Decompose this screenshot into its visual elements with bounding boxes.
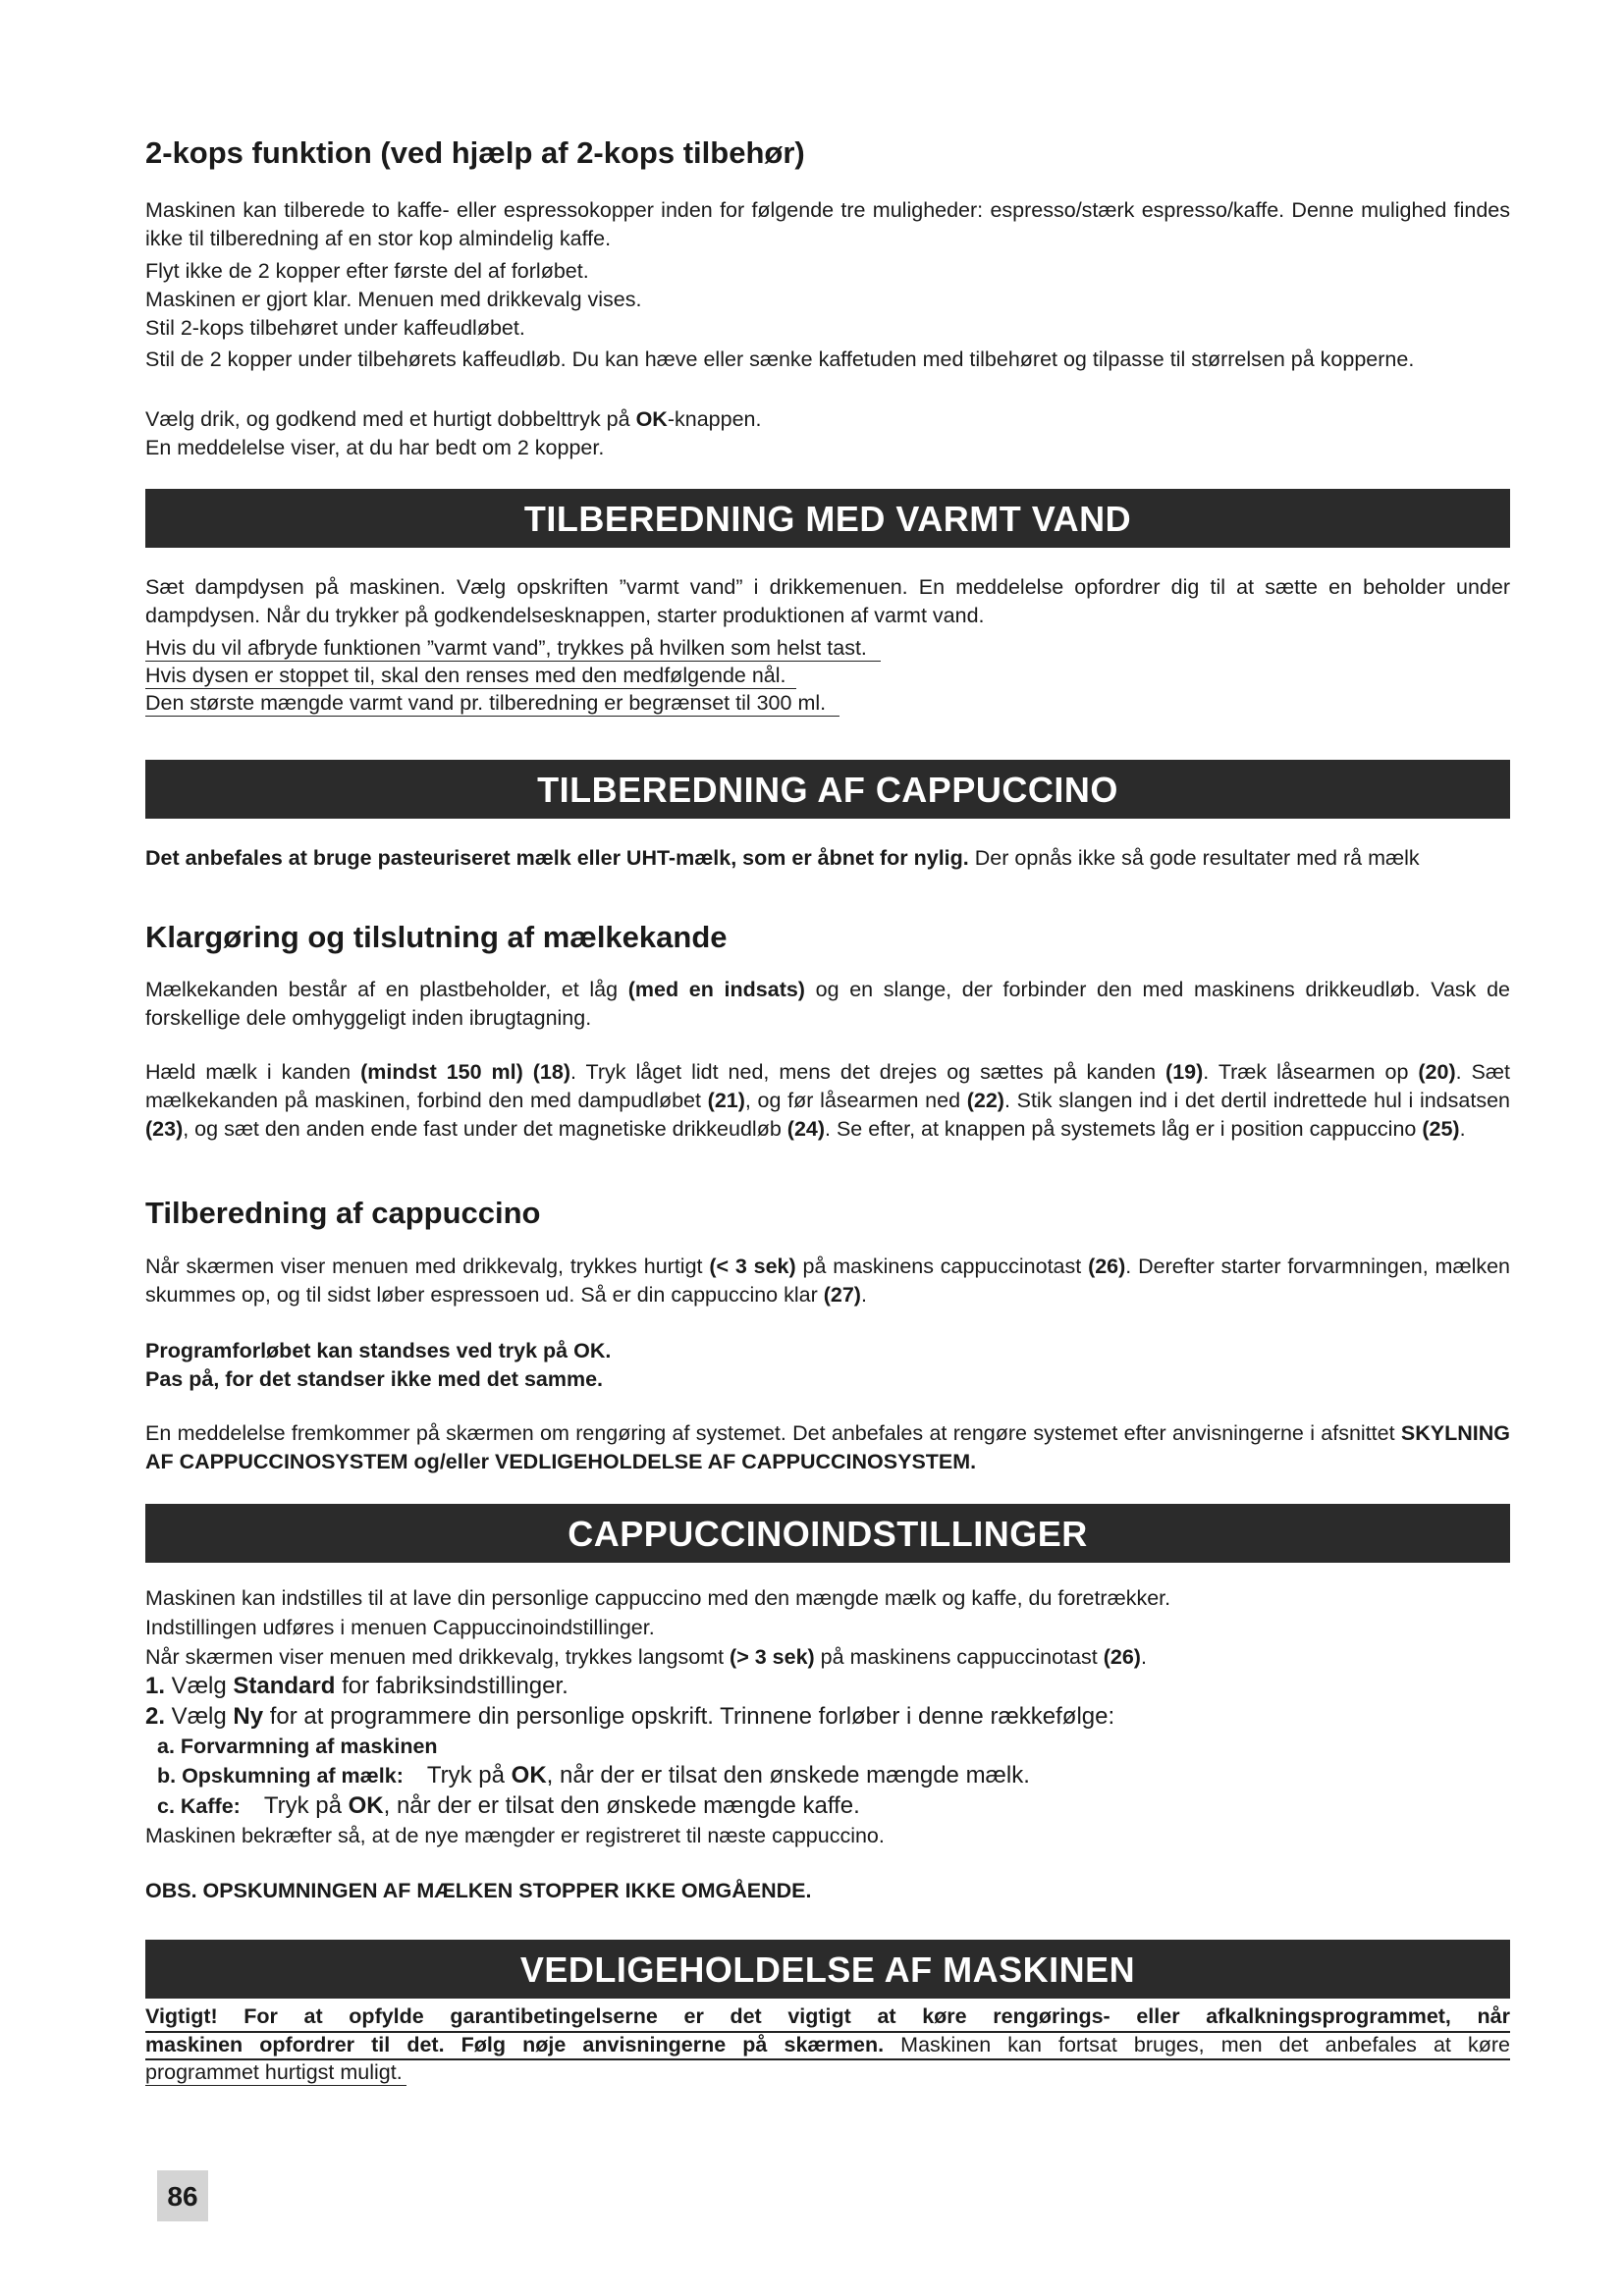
sec3.t1-run: . — [860, 1283, 867, 1307]
sec3.k2-run: (mindst 150 ml) (18) — [360, 1060, 570, 1084]
settings-obs: OBS. OPSKUMNINGEN AF MÆLKEN STOPPER IKKE OMGÅENDE. — [145, 1879, 812, 1902]
section-bar-cappuccino-settings: CAPPUCCINOINDSTILLINGER — [145, 1504, 1510, 1563]
section-bar-maintenance: VEDLIGEHOLDELSE AF MASKINEN — [145, 1940, 1510, 1999]
page-number: 86 — [157, 2170, 208, 2221]
heading-milk-jug-setup: Klargøring og tilslutning af mælkekande — [145, 920, 728, 954]
sec3.t1-run: (< 3 sek) — [709, 1255, 796, 1278]
note-hot-water-3: Den største mængde varmt vand pr. tilberedning er begrænset til 300 ml. — [145, 689, 1510, 718]
paragraph-hot-water: Sæt dampdysen på maskinen. Vælg opskriften ”varmt vand” i drikkemenuen. En meddelelse opfordrer dig til at sætte en beholder under dampdysen. Når du trykker på godkendelsesknappen, starter produktionen af varmt vand. — [145, 575, 1510, 627]
settings-line-3: Når skærmen viser menuen med drikkevalg, trykkes langsomt (> 3 sek) på maskinens cappuccinotast (26). — [145, 1645, 1147, 1669]
paragraph-milk-advice: Det anbefales at bruge pasteuriseret mælk eller UHT-mælk, som er åbnet for nylig. Der opnås ikke så gode resultater med rå mælk — [145, 846, 1420, 870]
warning-line-1: Programforløbet kan standses ved tryk på OK. — [145, 1339, 612, 1362]
sec3.k2-run: (24) — [786, 1117, 826, 1141]
paragraph-cleaning-message: En meddelelse fremkommer på skærmen om rengøring af systemet. Det anbefales at rengøre systemet efter anvisningerne i afsnittet SKYLNING AF CAPPUCCINOSYSTEM og/eller VEDLIGEHOLDELSE AF CAPPUCCINOSYSTEM. — [145, 1421, 1510, 1473]
sec3.k2-run: . Stik slangen ind i det dertil indrettede hul i indsatsen — [1003, 1089, 1510, 1112]
maintenance-line-2: maskinen opfordrer til det. Følg nøje anvisningerne på skærmen. Maskinen kan fortsat bruges, men det anbefales at køre — [145, 2033, 1510, 2056]
line-2-cups-5: Vælg drik, og godkend med et hurtigt dobbelttryk på OK-knappen. — [145, 407, 762, 431]
settings-step-2: 2. Vælg Ny for at programmere din personlige opskrift. Trinnene forløber i denne rækkefølge: — [145, 1703, 1115, 1730]
line-2-cups-6: En meddelelse viser, at du har bedt om 2 kopper. — [145, 436, 605, 459]
note-hot-water-1: Hvis du vil afbryde funktionen ”varmt vand”, trykkes på hvilken som helst tast. — [145, 634, 1510, 663]
sec3.t1-run: Når skærmen viser menuen med drikkevalg, trykkes hurtigt — [145, 1255, 710, 1278]
sec3.k2-run: (23) — [145, 1117, 184, 1141]
line-2-cups-2: Maskinen er gjort klar. Menuen med drikkevalg vises. — [145, 288, 642, 311]
note-hot-water-2: Hvis dysen er stoppet til, skal den renses med den medfølgende nål. — [145, 662, 1510, 690]
sec3.t1-run: (26) — [1088, 1255, 1126, 1278]
sec3.k2-run: . — [1459, 1117, 1466, 1141]
paragraph-milk-jug-parts: Mælkekanden består af en plastbeholder, et låg (med en indsats) og en slange, der forbinder den med maskinens drikkeudløb. Vask de forskellige dele omhyggeligt inden ibrugtagning. — [145, 978, 1511, 1030]
maintenance-line-3: programmet hurtigst muligt. — [145, 2058, 1510, 2087]
sec3.k2-run: . Tryk låget lidt ned, mens det drejes og sættes på kanden — [570, 1060, 1166, 1084]
paragraph-milk-jug-steps — [145, 1058, 1510, 1144]
settings-confirm: Maskinen bekræfter så, at de nye mængder er registreret til næste cappuccino. — [145, 1824, 885, 1847]
section-title-2-cups: 2-kops funktion (ved hjælp af 2-kops tilbehør) — [145, 135, 805, 170]
settings-substep-c: c. Kaffe: Tryk på OK, når der er tilsat den ønskede mængde kaffe. — [157, 1792, 860, 1819]
warning-line-2: Pas på, for det standser ikke med det samme. — [145, 1367, 604, 1391]
sec3.t1-run: på maskinens cappuccinotast — [795, 1255, 1089, 1278]
sec3.k2-run: , og sæt den anden ende fast under det magnetiske drikkeudløb — [183, 1117, 787, 1141]
settings-substep-b: b. Opskumning af mælk: Tryk på OK, når der er tilsat den ønskede mængde mælk. — [157, 1762, 1030, 1789]
sec3.k2-run: . Træk låsearmen op — [1203, 1060, 1419, 1084]
sec3.t1-run: (27) — [823, 1283, 861, 1307]
line-2-cups-4: Stil de 2 kopper under tilbehørets kaffeudløb. Du kan hæve eller sænke kaffetuden med tilbehøret og tilpasse til størrelsen på kopperne. — [145, 347, 1415, 371]
section-bar-hot-water: TILBEREDNING MED VARMT VAND — [145, 489, 1510, 548]
section-bar-cappuccino: TILBEREDNING AF CAPPUCCINO — [145, 760, 1510, 819]
settings-line-1: Maskinen kan indstilles til at lave din personlige cappuccino med den mængde mælk og kaffe, du foretrækker. — [145, 1586, 1171, 1610]
sec3.t1-run: . Derefter starter forvarmningen, mælken skummes op, og til sidst løber espressoen ud. Så er din cappuccino klar — [145, 1255, 1511, 1307]
sec3.k2-run: . Sæt mælkekanden på maskinen, forbind den med dampudløbet — [145, 1060, 1510, 1112]
settings-substep-a: a. Forvarmning af maskinen — [157, 1735, 438, 1758]
sec3.k2-run: . Se efter, at knappen på systemets låg er i position cappuccino — [825, 1117, 1423, 1141]
settings-line-2: Indstillingen udføres i menuen Cappuccinoindstillinger. — [145, 1616, 655, 1639]
heading-make-cappuccino: Tilberedning af cappuccino — [145, 1196, 541, 1230]
sec3.k2-run: , og før låsearmen ned — [744, 1089, 967, 1112]
line-2-cups-1: Flyt ikke de 2 kopper efter første del af forløbet. — [145, 259, 589, 283]
settings-step-1: 1. Vælg Standard for fabriksindstillinger. — [145, 1673, 568, 1699]
maintenance-line-1: Vigtigt! For at opfylde garantibetingelserne er det vigtigt at køre rengørings- eller afkalkningsprogrammet, når — [145, 2004, 1510, 2028]
sec3.k2-run: Hæld mælk i kanden — [145, 1060, 361, 1084]
paragraph-make-cappuccino — [145, 1253, 1510, 1309]
sec3.k2-run: (19) — [1165, 1060, 1204, 1084]
paragraph-2-cups-intro: Maskinen kan tilberede to kaffe- eller espressokopper inden for følgende tre muligheder: espresso/stærk espresso/kaffe. Denne mulighed findes ikke til tilberedning af en stor kop almindelig kaffe. — [145, 198, 1510, 250]
line-2-cups-3: Stil 2-kops tilbehøret under kaffeudløbet. — [145, 316, 525, 340]
sec3.k2-run: (21) — [707, 1089, 745, 1112]
sec3.k2-run: (20) — [1418, 1060, 1456, 1084]
sec3.k2-run: (22) — [966, 1089, 1004, 1112]
sec3.k2-run: (25) — [1422, 1117, 1460, 1141]
